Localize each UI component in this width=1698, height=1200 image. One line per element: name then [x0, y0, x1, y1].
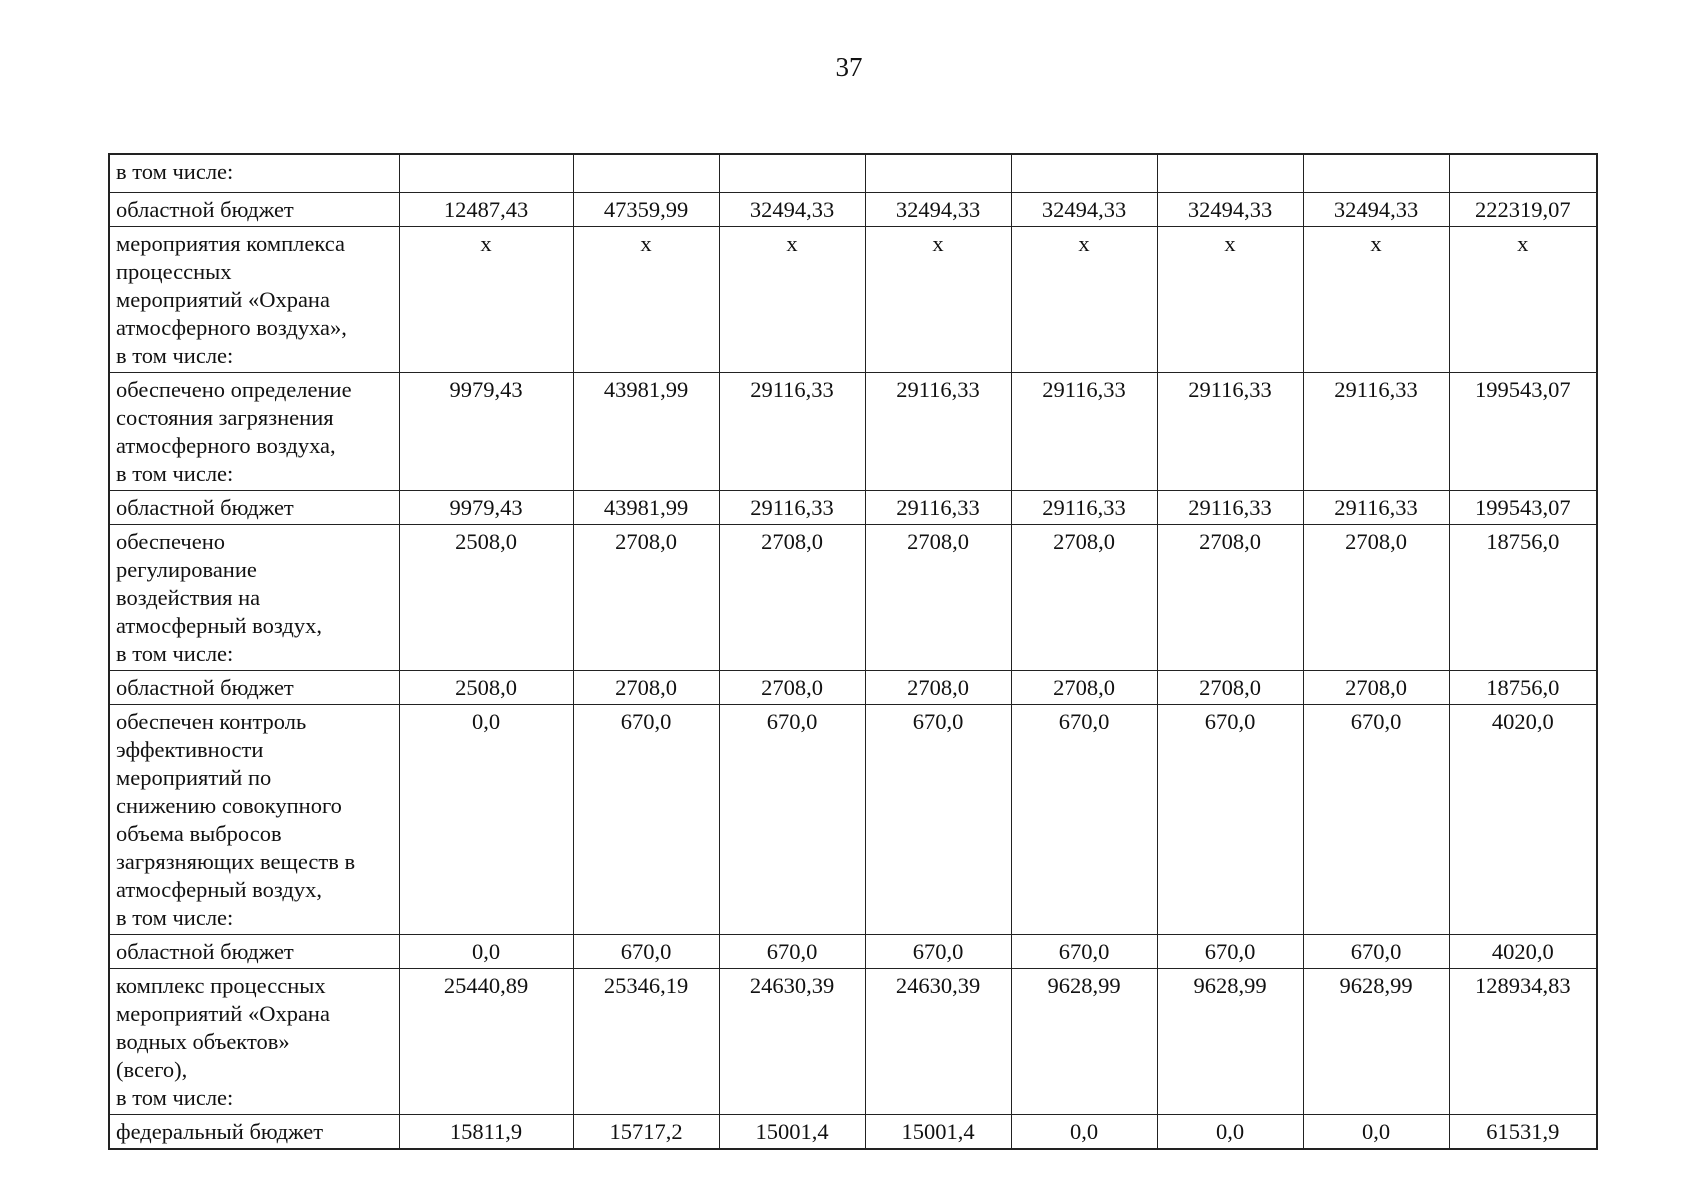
value-cell: 670,0 [1157, 704, 1303, 934]
value-cell: 9628,99 [1157, 968, 1303, 1114]
value-cell: х [865, 226, 1011, 372]
value-cell: 2708,0 [1303, 524, 1449, 670]
row-label-cell [109, 490, 399, 524]
value-cell: 29116,33 [1157, 490, 1303, 524]
value-cell: 2708,0 [573, 524, 719, 670]
value-cell: 0,0 [399, 704, 573, 934]
value-cell: 29116,33 [865, 490, 1011, 524]
value-cell: 15001,4 [865, 1114, 1011, 1149]
value-cell [573, 154, 719, 192]
value-cell: 670,0 [719, 704, 865, 934]
value-cell: 2708,0 [1157, 670, 1303, 704]
total-cell: х [1449, 226, 1597, 372]
row-label: областной бюджет [116, 494, 294, 520]
value-cell: 0,0 [399, 934, 573, 968]
total-cell: 128934,83 [1449, 968, 1597, 1114]
row-label: комплекс процессных мероприятий «Охрана водных объектов» (всего), в том числе: [116, 972, 330, 1110]
row-label-cell [109, 1114, 399, 1149]
value-cell: 32494,33 [865, 192, 1011, 226]
table-row [109, 372, 1597, 490]
value-cell: 670,0 [573, 704, 719, 934]
value-cell: 43981,99 [573, 372, 719, 490]
value-cell: 9979,43 [399, 490, 573, 524]
value-cell: 29116,33 [1303, 490, 1449, 524]
value-cell: 9628,99 [1011, 968, 1157, 1114]
value-cell: 2708,0 [719, 670, 865, 704]
row-label: федеральный бюджет [116, 1118, 324, 1144]
row-label-cell [109, 226, 399, 372]
total-cell: 61531,9 [1449, 1114, 1597, 1149]
value-cell [399, 154, 573, 192]
value-cell [1011, 154, 1157, 192]
value-cell: х [1011, 226, 1157, 372]
row-label-cell [109, 192, 399, 226]
table-row [109, 968, 1597, 1114]
total-cell [1449, 154, 1597, 192]
row-label-cell [109, 524, 399, 670]
value-cell: 29116,33 [1303, 372, 1449, 490]
row-label: обеспечено определение состояния загрязнения атмосферного воздуха, в том числе: [116, 376, 352, 486]
value-cell: 24630,39 [865, 968, 1011, 1114]
value-cell: 29116,33 [1011, 490, 1157, 524]
value-cell: 47359,99 [573, 192, 719, 226]
row-label: областной бюджет [116, 196, 294, 222]
value-cell: 670,0 [573, 934, 719, 968]
row-label: в том числе: [116, 159, 234, 184]
table-row [109, 524, 1597, 670]
value-cell: 29116,33 [865, 372, 1011, 490]
value-cell: 2708,0 [865, 524, 1011, 670]
row-label-cell [109, 704, 399, 934]
value-cell: 670,0 [1303, 934, 1449, 968]
budget-table [108, 153, 1598, 1150]
value-cell: х [719, 226, 865, 372]
row-label-cell [109, 154, 399, 192]
total-cell: 4020,0 [1449, 704, 1597, 934]
value-cell: 2708,0 [1011, 524, 1157, 670]
value-cell: 670,0 [1303, 704, 1449, 934]
total-cell: 4020,0 [1449, 934, 1597, 968]
value-cell: 15811,9 [399, 1114, 573, 1149]
value-cell: 2708,0 [1303, 670, 1449, 704]
value-cell: 670,0 [865, 704, 1011, 934]
value-cell: 24630,39 [719, 968, 865, 1114]
value-cell: 32494,33 [1011, 192, 1157, 226]
row-label-cell [109, 968, 399, 1114]
value-cell [1157, 154, 1303, 192]
row-label: обеспечен контроль эффективности мероприятий по снижению совокупного объема выбросов загрязняющих веществ в атмосферный воздух, в том числе: [116, 708, 356, 930]
value-cell: 670,0 [719, 934, 865, 968]
row-label: обеспечено регулирование воздействия на атмосферный воздух, в том числе: [116, 528, 322, 666]
value-cell: 43981,99 [573, 490, 719, 524]
row-label: областной бюджет [116, 938, 294, 964]
row-label: областной бюджет [116, 674, 294, 700]
value-cell: 2508,0 [399, 524, 573, 670]
total-cell: 18756,0 [1449, 524, 1597, 670]
value-cell: х [1303, 226, 1449, 372]
table-row [109, 1114, 1597, 1149]
total-cell: 199543,07 [1449, 490, 1597, 524]
value-cell: 32494,33 [1303, 192, 1449, 226]
total-cell: 18756,0 [1449, 670, 1597, 704]
value-cell: 0,0 [1303, 1114, 1449, 1149]
value-cell: 15717,2 [573, 1114, 719, 1149]
value-cell: 25346,19 [573, 968, 719, 1114]
value-cell: 670,0 [1011, 934, 1157, 968]
value-cell: 2708,0 [719, 524, 865, 670]
value-cell: 29116,33 [1157, 372, 1303, 490]
table-row [109, 154, 1597, 192]
value-cell: 2708,0 [1157, 524, 1303, 670]
value-cell: 0,0 [1157, 1114, 1303, 1149]
value-cell [719, 154, 865, 192]
value-cell: 2508,0 [399, 670, 573, 704]
row-label: мероприятия комплекса процессных мероприятий «Охрана атмосферного воздуха», в том числе: [116, 230, 347, 368]
table-row [109, 934, 1597, 968]
value-cell: 2708,0 [573, 670, 719, 704]
value-cell: 15001,4 [719, 1114, 865, 1149]
value-cell: 32494,33 [719, 192, 865, 226]
total-cell: 222319,07 [1449, 192, 1597, 226]
value-cell: 2708,0 [1011, 670, 1157, 704]
value-cell: х [573, 226, 719, 372]
value-cell: 670,0 [1157, 934, 1303, 968]
value-cell [865, 154, 1011, 192]
page-number: 37 [835, 52, 863, 82]
value-cell: 9979,43 [399, 372, 573, 490]
table-row [109, 704, 1597, 934]
table-row [109, 490, 1597, 524]
value-cell: 9628,99 [1303, 968, 1449, 1114]
total-cell: 199543,07 [1449, 372, 1597, 490]
value-cell: 29116,33 [719, 372, 865, 490]
row-label-cell [109, 934, 399, 968]
value-cell [1303, 154, 1449, 192]
value-cell: 29116,33 [1011, 372, 1157, 490]
value-cell: 29116,33 [719, 490, 865, 524]
table-row [109, 226, 1597, 372]
table-row [109, 670, 1597, 704]
row-label-cell [109, 670, 399, 704]
value-cell: 0,0 [1011, 1114, 1157, 1149]
value-cell: 12487,43 [399, 192, 573, 226]
value-cell: х [1157, 226, 1303, 372]
value-cell: х [399, 226, 573, 372]
value-cell: 670,0 [865, 934, 1011, 968]
table-row [109, 192, 1597, 226]
value-cell: 32494,33 [1157, 192, 1303, 226]
value-cell: 25440,89 [399, 968, 573, 1114]
value-cell: 670,0 [1011, 704, 1157, 934]
value-cell: 2708,0 [865, 670, 1011, 704]
row-label-cell [109, 372, 399, 490]
